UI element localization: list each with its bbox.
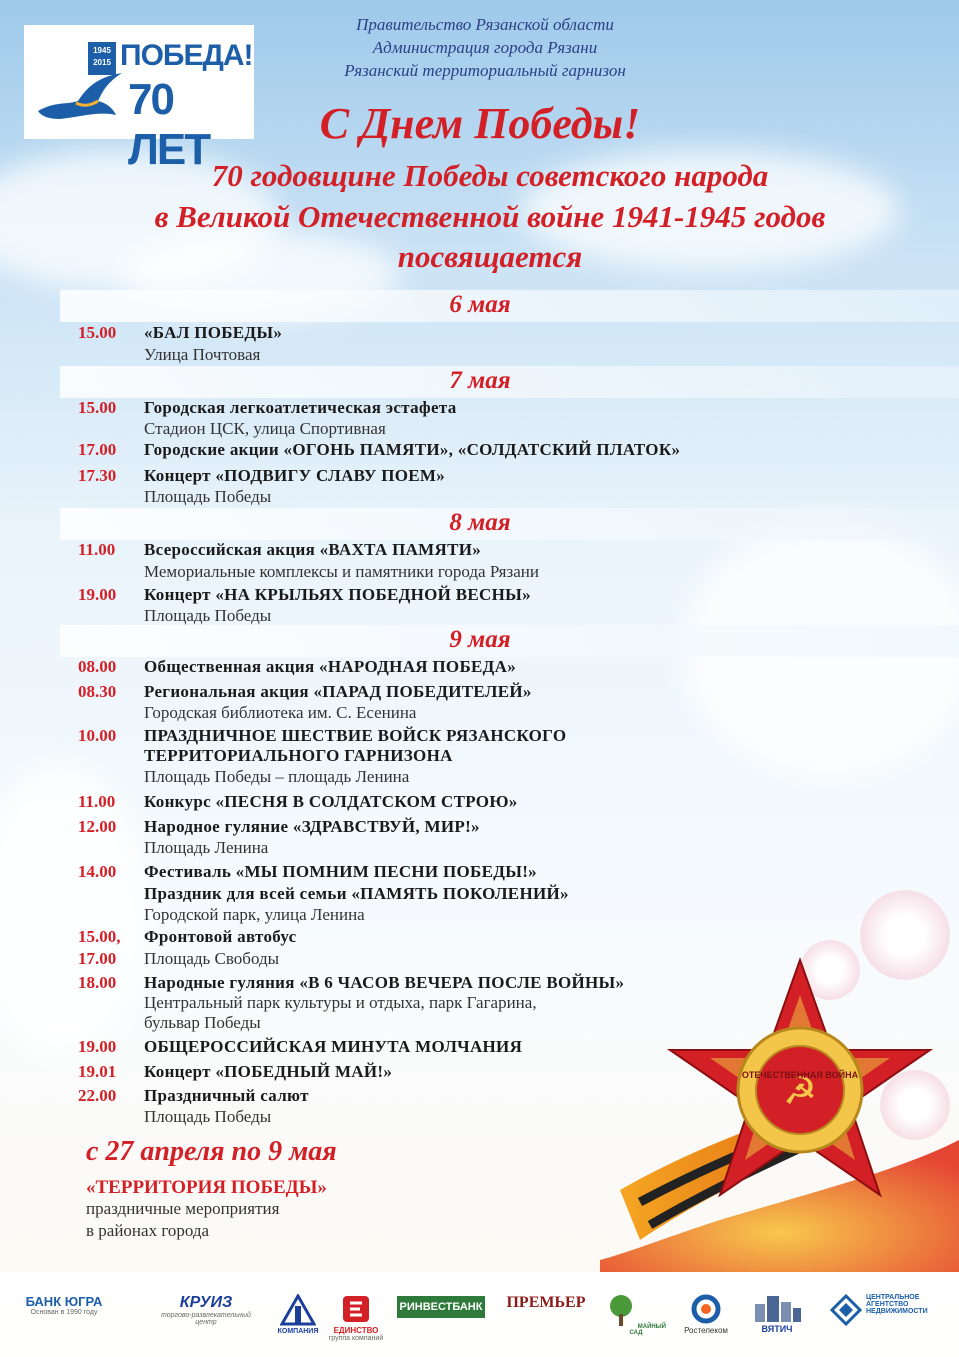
- event-time: 11.00: [78, 540, 116, 559]
- event-time: 15.00,: [78, 927, 121, 946]
- event-place: бульвар Победы: [144, 1013, 261, 1032]
- event-place: Стадион ЦСК, улица Спортивная: [144, 419, 386, 438]
- dedication-line-1: 70 годовщине Победы советского народа: [211, 158, 769, 193]
- event-title: Концерт «НА КРЫЛЬЯХ ПОБЕДНОЙ ВЕСНЫ»: [144, 585, 531, 604]
- dedication-line-2: в Великой Отечественной войне 1941-1945 годов: [154, 199, 826, 234]
- sponsor-bar: [0, 1272, 959, 1357]
- cloud: [0, 760, 150, 1060]
- event-title: Фронтовой автобус: [144, 927, 297, 946]
- event-title: ОБЩЕРОССИЙСКАЯ МИНУТА МОЛЧАНИЯ: [144, 1037, 523, 1056]
- sponsor-note: торгово-развлекательный центр: [161, 1312, 251, 1326]
- event-title: Конкурс «ПЕСНЯ В СОЛДАТСКОМ СТРОЮ»: [144, 792, 518, 811]
- rostelecom-icon: [691, 1294, 721, 1324]
- event-time: 12.00: [78, 817, 117, 836]
- event-title: Городская легкоатлетическая эстафета: [144, 398, 457, 417]
- edinstvo-emblem-icon: [341, 1294, 371, 1324]
- event-title: Праздничный салют: [144, 1086, 309, 1105]
- event-place: Площадь Победы: [144, 487, 272, 506]
- period-heading: с 27 апреля по 9 мая: [86, 1136, 337, 1167]
- sponsor-name: ПРЕМЬЕР: [506, 1294, 586, 1311]
- sponsor-name: ВЯТИЧ: [761, 1324, 793, 1334]
- event-title: Концерт «ПОБЕДНЫЙ МАЙ!»: [144, 1062, 393, 1081]
- sponsor-logo: [150, 1294, 262, 1326]
- buildings-icon: [751, 1294, 803, 1322]
- event-place: Площадь Победы: [144, 606, 272, 625]
- logo-years: 1945 2015: [88, 42, 116, 75]
- day-heading: 7 мая: [449, 367, 511, 394]
- sponsor-name: КОМПАНИЯ: [277, 1328, 319, 1335]
- sponsor-name: ЦЕНТРАЛЬНОЕ АГЕНТСТВО НЕДВИЖИМОСТИ: [866, 1294, 928, 1315]
- event-time: 11.00: [78, 792, 116, 811]
- event-place: Площадь Ленина: [144, 838, 269, 857]
- event-place: Городской парк, улица Ленина: [144, 905, 365, 924]
- event-title: Фестиваль «МЫ ПОМНИМ ПЕСНИ ПОБЕДЫ!»: [144, 862, 537, 881]
- event-time: 17.30: [78, 466, 117, 485]
- sponsor-logo: [744, 1294, 810, 1334]
- event-title: Народные гуляния «В 6 ЧАСОВ ВЕЧЕРА ПОСЛЕ ВОЙНЫ»: [144, 973, 625, 992]
- agency-emblem-icon: [830, 1294, 862, 1326]
- sponsor-name: БАНК ЮГРА: [25, 1294, 103, 1309]
- company-emblem-icon: [280, 1294, 316, 1326]
- sponsor-name: КРУИЗ: [179, 1294, 233, 1311]
- event-title: Праздник для всей семьи «ПАМЯТЬ ПОКОЛЕНИЙ»: [144, 884, 569, 903]
- sponsor-logo: [397, 1296, 485, 1318]
- event-title: Городские акции «ОГОНЬ ПАМЯТИ», «СОЛДАТСКИЙ ПЛАТОК»: [144, 440, 681, 459]
- event-place: Центральный парк культуры и отдыха, парк Гагарина,: [144, 993, 537, 1012]
- org-line-1: Правительство Рязанской области: [356, 15, 614, 34]
- order-inscription: ОТЕЧЕСТВЕННАЯ ВОЙНА: [741, 1070, 859, 1080]
- sponsor-logo: [498, 1294, 594, 1312]
- dove-icon: [36, 71, 124, 121]
- event-place: Улица Почтовая: [144, 345, 261, 364]
- event-place: Мемориальные комплексы и памятники города Рязани: [144, 562, 539, 581]
- event-title: Концерт «ПОДВИГУ СЛАВУ ПОЕМ»: [144, 466, 446, 485]
- event-time: 19.00: [78, 1037, 117, 1056]
- sponsor-name: МАЙНЫЙ САД: [629, 1324, 666, 1336]
- event-time: 19.00: [78, 585, 117, 604]
- day-heading: 9 мая: [449, 626, 511, 653]
- event-time: 08.30: [78, 682, 117, 701]
- event-title: Всероссийская акция «ВАХТА ПАМЯТИ»: [144, 540, 482, 559]
- sponsor-logo: [14, 1294, 114, 1316]
- event-time: 22.00: [78, 1086, 117, 1105]
- event-time: 19.01: [78, 1062, 117, 1081]
- sponsor-logo: [672, 1294, 740, 1335]
- event-time: 18.00: [78, 973, 117, 992]
- event-title: «БАЛ ПОБЕДЫ»: [144, 323, 283, 342]
- event-title: Общественная акция «НАРОДНАЯ ПОБЕДА»: [144, 657, 516, 676]
- sponsor-logo: [830, 1294, 956, 1326]
- event-place: Городская библиотека им. С. Есенина: [144, 703, 417, 722]
- pobeda-70-logo: [24, 25, 254, 174]
- order-star: [600, 940, 959, 1272]
- event-time: 10.00: [78, 726, 117, 745]
- sponsor-name: Ростелеком: [684, 1326, 728, 1335]
- period-desc: праздничные мероприятия: [86, 1199, 280, 1218]
- sponsor-note: Основан в 1990 году: [30, 1309, 98, 1316]
- period-title: «ТЕРРИТОРИЯ ПОБЕДЫ»: [86, 1177, 327, 1198]
- event-time: 17.00: [78, 440, 117, 459]
- event-place: Площадь Победы – площадь Ленина: [144, 767, 410, 786]
- page-title: С Днем Победы!: [319, 99, 641, 148]
- sponsor-name: ЕДИНСТВО: [333, 1326, 379, 1335]
- org-line-2: Администрация города Рязани: [372, 38, 598, 57]
- sponsor-logo: [326, 1294, 386, 1342]
- tree-icon: [606, 1294, 636, 1328]
- event-time: 08.00: [78, 657, 117, 676]
- event-time: 17.00: [78, 949, 117, 968]
- day-heading: 6 мая: [449, 291, 511, 318]
- event-time: 15.00: [78, 323, 117, 342]
- day-heading: 8 мая: [449, 509, 511, 536]
- event-time: 15.00: [78, 398, 117, 417]
- dedication-line-3: посвящается: [397, 239, 583, 274]
- org-line-3: Рязанский территориальный гарнизон: [344, 61, 626, 80]
- event-title: Народное гуляние «ЗДРАВСТВУЙ, МИР!»: [144, 817, 480, 836]
- event-title: ТЕРРИТОРИАЛЬНОГО ГАРНИЗОНА: [144, 746, 453, 765]
- event-time: 14.00: [78, 862, 117, 881]
- sponsor-logo: [270, 1294, 326, 1335]
- period-desc: в районах города: [86, 1221, 210, 1240]
- event-title: ПРАЗДНИЧНОЕ ШЕСТВИЕ ВОЙСК РЯЗАНСКОГО: [144, 726, 567, 745]
- sponsor-logo: [606, 1294, 666, 1336]
- svg-text:☭: ☭: [782, 1069, 818, 1113]
- event-place: Площадь Победы: [144, 1107, 272, 1126]
- event-place: Площадь Свободы: [144, 949, 280, 968]
- sponsor-name: РИНВЕСТБАНК: [399, 1301, 483, 1313]
- sponsor-note: группа компаний: [328, 1335, 384, 1342]
- logo-title: ПОБЕДА!: [120, 39, 253, 72]
- logo-subtitle: 70 ЛЕТ: [128, 75, 210, 174]
- event-title: Региональная акция «ПАРАД ПОБЕДИТЕЛЕЙ»: [144, 682, 532, 701]
